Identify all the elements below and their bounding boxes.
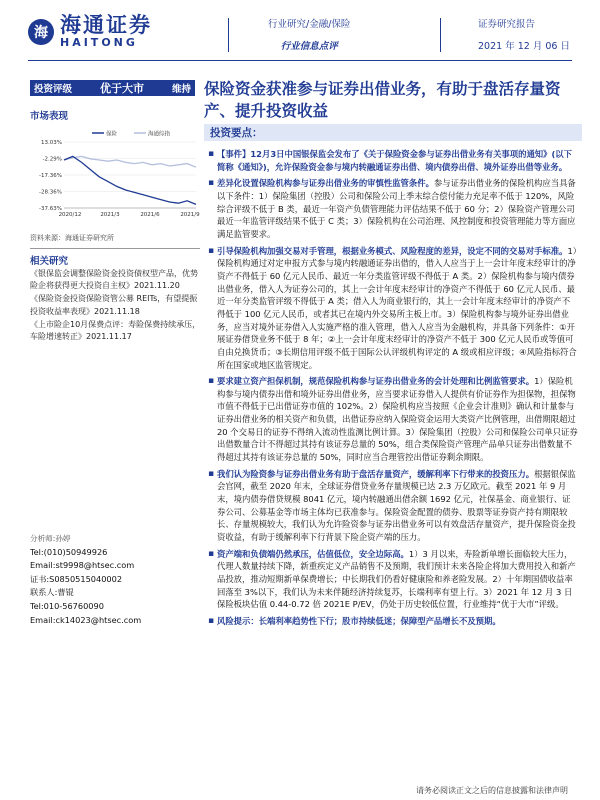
paragraph: ▪ 差异化设置保险机构参与证券出借业务的审慎性监管条件。参与证券出借业务的保险机构应当具备以下条件：1）保险集团（控股）公司和保险公司上季末综合偿付能力充足率不低于 120%，风险综合评级不低于 B 类，最近一年资产负债管理能力评估结果不低于 60 分；2）保险资产管理公司最近一年监管评级结果不低于 C 类；3）保险机构在公司治理、风控制度和投资管理能力等方面应满足监管要求。	[208, 177, 578, 240]
subtype: 行业信息点评	[280, 41, 338, 52]
header-meta	[478, 16, 570, 52]
header-divider	[228, 18, 229, 52]
x-tick-label: 2021/6	[140, 212, 160, 218]
report-body	[208, 148, 578, 632]
analyst-name: 分析师:孙婷	[30, 534, 71, 543]
x-tick-label: 2020/12	[58, 212, 82, 218]
chart-source: 资料来源：海通证券研究所	[30, 234, 114, 242]
related-report-item[interactable]: 《银保监会调整保险资金投资债权型产品，优势险企将获得更大投资自主权》2021.11.20	[30, 269, 198, 291]
x-tick-label: 2021/3	[100, 212, 120, 218]
index-series-line	[64, 156, 196, 167]
related-heading: 相关研究	[30, 256, 69, 267]
paragraph: ▪ 我们认为险资参与证券出借业务有助于盘活存量资产，缓解利率下行带来的投资压力。根据银保监会官网，截至 2020 年末，全球证券借贷业务存量规模已达 2.3 万亿欧元。截至 2021 年 9 月末，境内债券借贷规模 8041 亿元，境内转融通出借余额 1692 亿元，社保基金、商业银行、证券公司、公募基金等市场主体均已获准参与。保险资金配置的债券、股票等证券资产持有期限较长、存量规模较大，我们认为允许险资参与证券出借业务可以有效盘活存量资产，提升保险资金投资收益，有助于缓解利率下行背景下险企资产端的压力。	[208, 468, 578, 544]
y-tick-label: -37.63%	[39, 206, 62, 212]
paragraph: ▪ 引导保险机构加强交易对手管理，根据业务模式、风险程度的差异，设定不同的交易对手标准。1）保险机构通过对定申报方式参与境内转融通证券出借的，借入人应当于上一会计年度末经审计的净资产不得低于 60 亿元人民币、最近一年分类监管评级不得低于 A 类。2）保险机构参与境内债券出借业务，借入人为证券公司的，其上一会计年度末经审计的净资产不得低于 60 亿元人民币、最近一年分类监管评级不得低于 A 类；借入人为商业银行的，其上一会计年度末经审计的净资产不得低于 100 亿元人民币，或者其已在境内外交易所主板上市。3）保险机构参与境外证券出借业务，应当对境外证券借入人实施严格的准入管理，借入人应当为金融机构，并具备下列条件：①开展证券借贷业务不低于 8 年；②上一会计年度末经审计的净资产不低于 300 亿元人民币或等值可自由兑换货币；③长期信用评级不低于国际公认评级机构评定的 A 级或相应评级；④风险指标符合所在国家或地区监管规定。	[208, 245, 578, 372]
analyst-cert: 证书:S0850515040002	[30, 573, 123, 584]
market-heading: 市场表现	[30, 111, 69, 122]
report-title: 保险资金获准参与证券出借业务，有助于盘活存量资产、提升投资收益	[204, 79, 561, 120]
legend-label: 保险	[106, 131, 118, 138]
report-date: 2021 年 12 月 06 日	[478, 41, 570, 52]
header-divider	[440, 18, 441, 52]
contact-email[interactable]: Email:ck14023@htsec.com	[30, 614, 142, 625]
contact-name: 联系人:曹锟	[30, 587, 74, 598]
paragraph: ▪ 【事件】12月3日中国银保监会发布了《关于保险资金参与证券出借业务有关事项的通知》(以下简称《通知》)，允许保险资金参与境内转融通证券出借、境内债券出借、境外证券出借等业务。	[208, 148, 578, 173]
category: 行业研究/金融/保险	[268, 19, 351, 30]
y-tick-label: -28.36%	[39, 189, 62, 196]
contact-tel: Tel:010-56760090	[30, 600, 104, 611]
haitong-logo-icon: 海	[28, 19, 54, 45]
related-report-item[interactable]: 《保险资金投资保险资管公募 REITs，有望提振投资收益率表现》2021.11.18	[30, 294, 198, 316]
logo	[28, 14, 152, 49]
rating-label: 投资评级	[34, 84, 73, 95]
paragraph: ▪ 要求建立资产担保机制，规范保险机构参与证券出借业务的会计处理和比例监管要求。1）保险机构参与境内债券出借和境外证券出借业务，应当要求证券借入人提供有价证券作为担保物，担保物市值不得低于已出借证券市值的 102%。2）保险机构应当按照《企业会计准则》确认和计量参与证券出借业务的相关资产和负债，出借证券应纳入保险资金运用大类资产比例管理，出借期限超过 20 个交易日的证券不得纳入流动性监测比例计算。3）保险集团（控股）公司和保险公司单只证券出借数量合计不得超过其持有该证券总量的 50%，组合类保险资产管理产品单只证券出借数量不得超过其持有该证券总量的 50%，同时应当合理管控出借证券剩余期限。	[208, 375, 578, 464]
related-report-item[interactable]: 《上市险企10月保费点评：寿险保费持续承压，车险增速转正》2021.11.17	[30, 319, 201, 342]
related-reports	[30, 268, 202, 344]
footer-disclaimer: 请务必阅读正文之后的信息披露和法律声明	[416, 786, 568, 795]
key-points-heading: 投资要点：	[204, 124, 582, 141]
divider	[30, 248, 200, 249]
paragraph: ▪ 资产端和负债端仍然承压，估值低位，安全边际高。1）3 月以来，寿险新单增长面临较大压力，代理人数量持续下降，新重疾定义产品销售不及预期，我们预计未来各险企将加大费用投入和新产品投放，推动短期新单保费增长；中长期我们仍看好健康险和养老险发展。2）十年期国债收益率回落至 3%以下，我们认为未来伴随经济持续复苏，长端利率有望上行。3）2021 年 12 月 3 日保险板块估值 0.44-0.72 倍 2021E P/EV，仍处于历史较低位置，行业维持“优于大市”评级。	[208, 548, 578, 611]
market-chart	[30, 128, 200, 220]
legend-label: 海通综指	[148, 131, 171, 138]
rating-bar	[30, 80, 195, 96]
y-tick-label: -2.29%	[42, 156, 62, 163]
x-tick-label: 2021/9	[180, 212, 200, 218]
header-rule	[28, 60, 572, 61]
analyst-info	[30, 532, 141, 627]
paragraph: ▪ 风险提示：长端利率趋势性下行；股市持续低迷；保障型产品增长不及预期。	[208, 615, 578, 628]
header-category	[268, 16, 350, 52]
analyst-email[interactable]: Email:st9998@htsec.com	[30, 560, 135, 571]
y-tick-label: -17.36%	[39, 173, 62, 179]
logo-en: HAITONG	[60, 36, 138, 49]
logo-cn: 海通证券	[60, 12, 152, 37]
y-tick-label: 13.03%	[41, 140, 62, 146]
rating-value: 优于大市	[100, 82, 144, 95]
analyst-tel: Tel:(010)50949926	[30, 546, 108, 557]
rating-status: 维持	[171, 84, 191, 95]
report-type: 证券研究报告	[478, 19, 536, 30]
